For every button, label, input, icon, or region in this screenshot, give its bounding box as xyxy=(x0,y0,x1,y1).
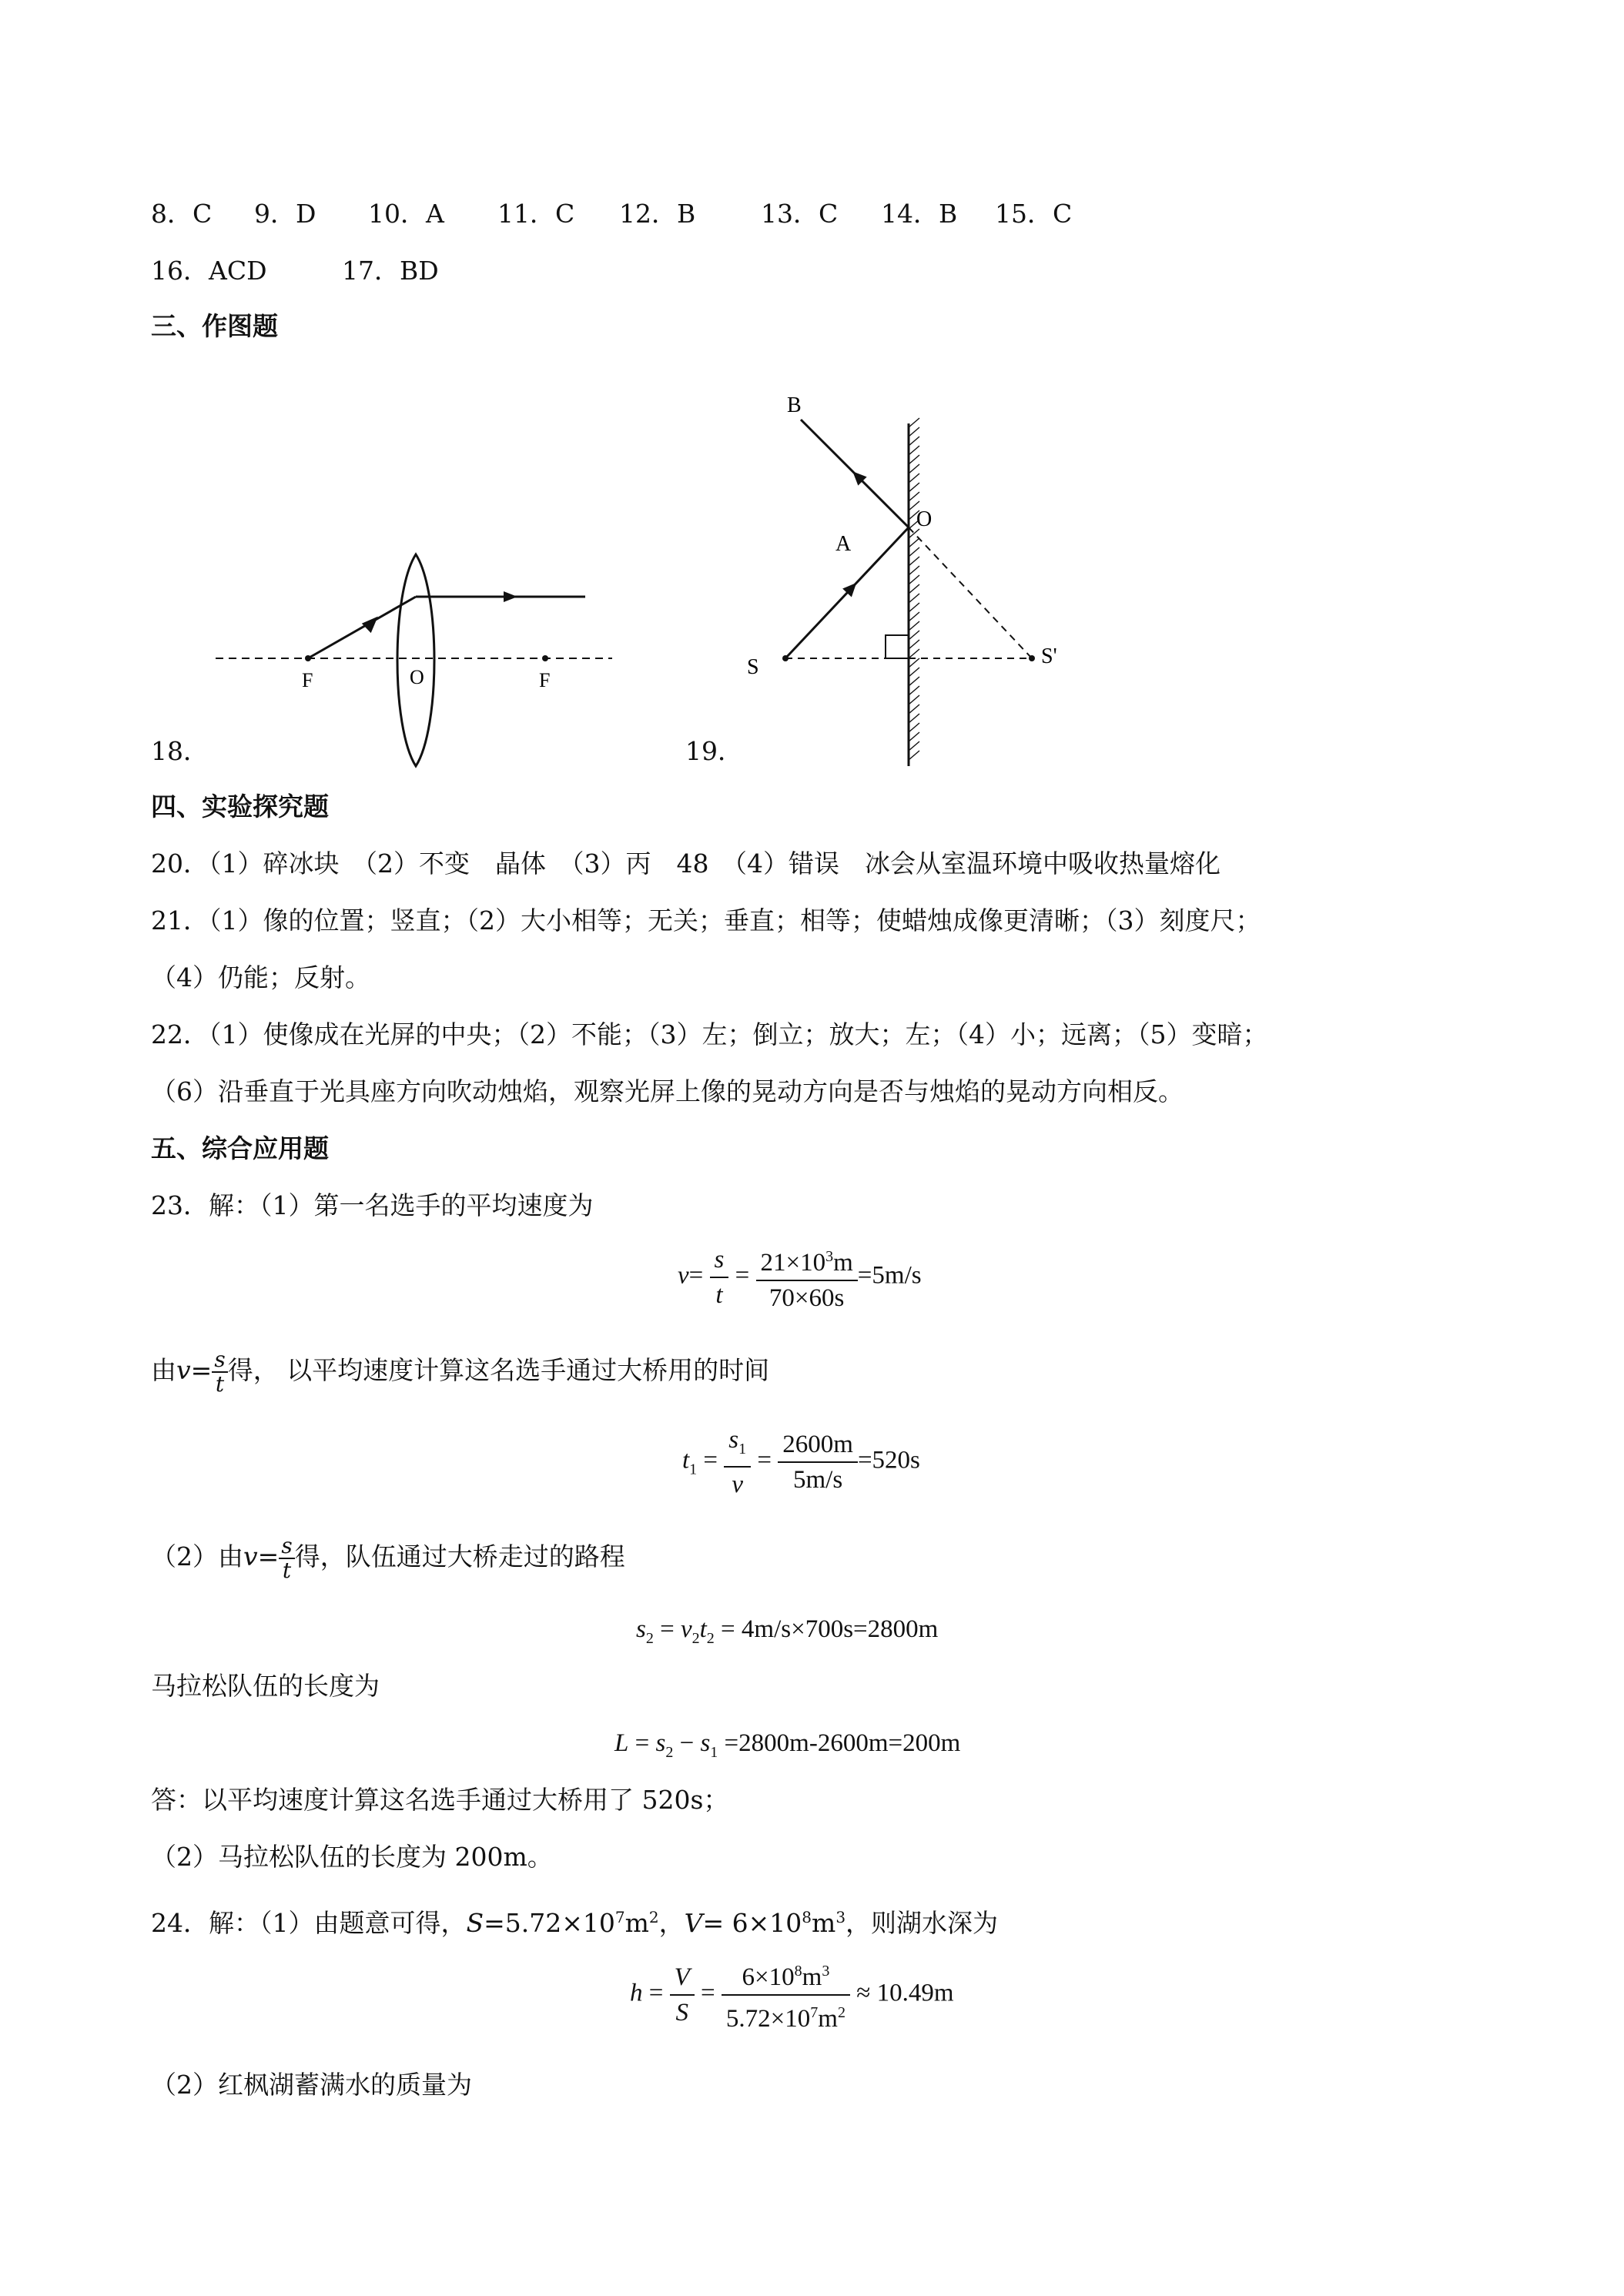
answer-q22-line1: 22．（1）使像成在光屏的中央；（2）不能；（3）左；倒立；放大；左；（4）小；远离；（5）变暗； xyxy=(151,1019,1268,1049)
mc-answer-15: 15．C xyxy=(995,199,1073,229)
answer-q24-part2: （2）红枫湖蓄满水的质量为 xyxy=(151,2070,472,2100)
mirror-hatch-line xyxy=(909,557,919,566)
formula-lake-depth: h = $\frac{V}{S}$ = $\frac{6\times 10^8m^3}{5.72\times 10^7m^2}$ ≈ 10.49m xyxy=(630,1956,954,2034)
fig19-label-s: S xyxy=(747,655,759,679)
figure-19-mirror-diagram xyxy=(739,389,1093,774)
mirror-hatch-line xyxy=(909,464,919,474)
mirror-hatch-line xyxy=(909,732,919,741)
fig19-label-b: B xyxy=(787,393,802,417)
answer-q22-line2: （6）沿垂直于光具座方向吹动烛焰，观察光屏上像的晃动方向是否与烛焰的晃动方向相反。 xyxy=(151,1076,1184,1106)
mirror-hatch-line xyxy=(909,575,919,584)
mc-answer-10: 10．A xyxy=(368,199,444,229)
q19-label: 19． xyxy=(685,736,743,766)
formula-average-speed: v= $\frac{s}{t}$ = $\frac{21\times 10^3m}{70\times 60s}$ =5m/s xyxy=(678,1241,922,1314)
mirror-hatch-line xyxy=(909,640,919,649)
answer-q23-conclusion-1: 答：以平均速度计算这名选手通过大桥用了 520s； xyxy=(151,1785,729,1815)
mc-answer-16: 16．ACD xyxy=(151,256,267,286)
mirror-hatch-line xyxy=(909,649,919,658)
answer-q23-line3: （2）由v= $\frac{s}{t}$ 得，队伍通过大桥走过的路程 xyxy=(151,1533,625,1583)
section-heading-application: 五、综合应用题 xyxy=(151,1133,329,1163)
mc-answer-8: 8．C xyxy=(151,199,213,229)
mirror-hatch-line xyxy=(909,584,919,594)
mirror-hatch-line xyxy=(909,492,919,501)
mirror-hatch-line xyxy=(909,751,919,760)
fig19-label-s-prime: S' xyxy=(1041,644,1057,668)
fig18-label-o: O xyxy=(410,666,424,688)
mc-answer-17: 17．BD xyxy=(342,256,439,286)
answer-q21-line1: 21．（1）像的位置；竖直；（2）大小相等；无关；垂直；相等；使蜡烛成像更清晰；（3）刻度尺； xyxy=(151,905,1261,935)
mirror-hatch-line xyxy=(909,594,919,603)
mirror-hatch-line xyxy=(909,455,919,464)
mirror-hatch-line xyxy=(909,723,919,732)
mirror-hatch-line xyxy=(909,474,919,483)
mirror-hatch-line xyxy=(909,538,919,547)
mc-answer-11: 11．C xyxy=(497,199,575,229)
mc-answer-9: 9．D xyxy=(254,199,316,229)
mirror-hatch-line xyxy=(909,612,919,621)
answer-q23-conclusion-2: （2）马拉松队伍的长度为 200m。 xyxy=(151,1842,553,1872)
mc-answer-12: 12．B xyxy=(619,199,696,229)
mirror-hatch-line xyxy=(909,686,919,695)
mirror-hatch-line xyxy=(909,714,919,723)
mirror-hatch-line xyxy=(909,437,919,446)
mirror-hatch-line xyxy=(909,418,919,427)
mirror-hatch-line xyxy=(909,621,919,631)
formula-team-distance: $s_2 = v_2t_2 = 4m/s\times 700s=2800m$ xyxy=(636,1615,939,1647)
mirror-hatch-line xyxy=(909,705,919,714)
answer-q23-intro: 23．解：（1）第一名选手的平均速度为 xyxy=(151,1190,594,1220)
formula-bridge-time: $t_1$ = $\frac{s_1}{v}$ = $\frac{2600m}{5m/s}$ =520s xyxy=(682,1426,920,1498)
mirror-hatch-line xyxy=(909,631,919,640)
mc-answer-13: 13．C xyxy=(761,199,839,229)
answer-q24-intro: 24．解：（1）由题意可得，$S=5.72\times 10^7m^2$，$V= 6\times 10^8m^3$，则湖水深为 xyxy=(151,1908,999,1938)
section-heading-drawing: 三、作图题 xyxy=(151,311,278,341)
formula-team-length: $L = s_2 - s_1 =2800m-2600m=200m$ xyxy=(614,1729,961,1761)
fig18-label-f-left: F xyxy=(302,669,313,691)
mirror-hatch-line xyxy=(909,427,919,437)
mc-answer-14: 14．B xyxy=(881,199,958,229)
answer-q23-line2: 由v= $\frac{s}{t}$ 得， 以平均速度计算这名选手通过大桥用的时间 xyxy=(151,1347,770,1397)
mirror-hatch-line xyxy=(909,483,919,492)
mirror-hatch-line xyxy=(909,547,919,557)
q18-label: 18． xyxy=(151,736,209,766)
mirror-hatch-line xyxy=(909,695,919,705)
section-heading-experiment: 四、实验探究题 xyxy=(151,792,329,822)
fig19-label-a: A xyxy=(835,532,852,556)
answer-q21-line2: （4）仍能；反射。 xyxy=(151,962,370,992)
mirror-hatch-line xyxy=(909,446,919,455)
mirror-hatch-line xyxy=(909,603,919,612)
mirror-hatch-line xyxy=(909,668,919,677)
mirror-hatch-line xyxy=(909,658,919,668)
answer-q20: 20．（1）碎冰块 （2）不变 晶体 （3）丙 48 （4）错误 冰会从室温环境中吸收热量熔化 xyxy=(151,848,1221,879)
fig18-label-f-right: F xyxy=(539,669,551,691)
answer-q23-team-length-label: 马拉松队伍的长度为 xyxy=(151,1671,380,1701)
fig19-label-o: O xyxy=(916,507,933,531)
mirror-hatch-line xyxy=(909,741,919,751)
mirror-hatch-line xyxy=(909,566,919,575)
mirror-hatch-line xyxy=(909,677,919,686)
figure-18-lens-diagram xyxy=(208,547,624,770)
